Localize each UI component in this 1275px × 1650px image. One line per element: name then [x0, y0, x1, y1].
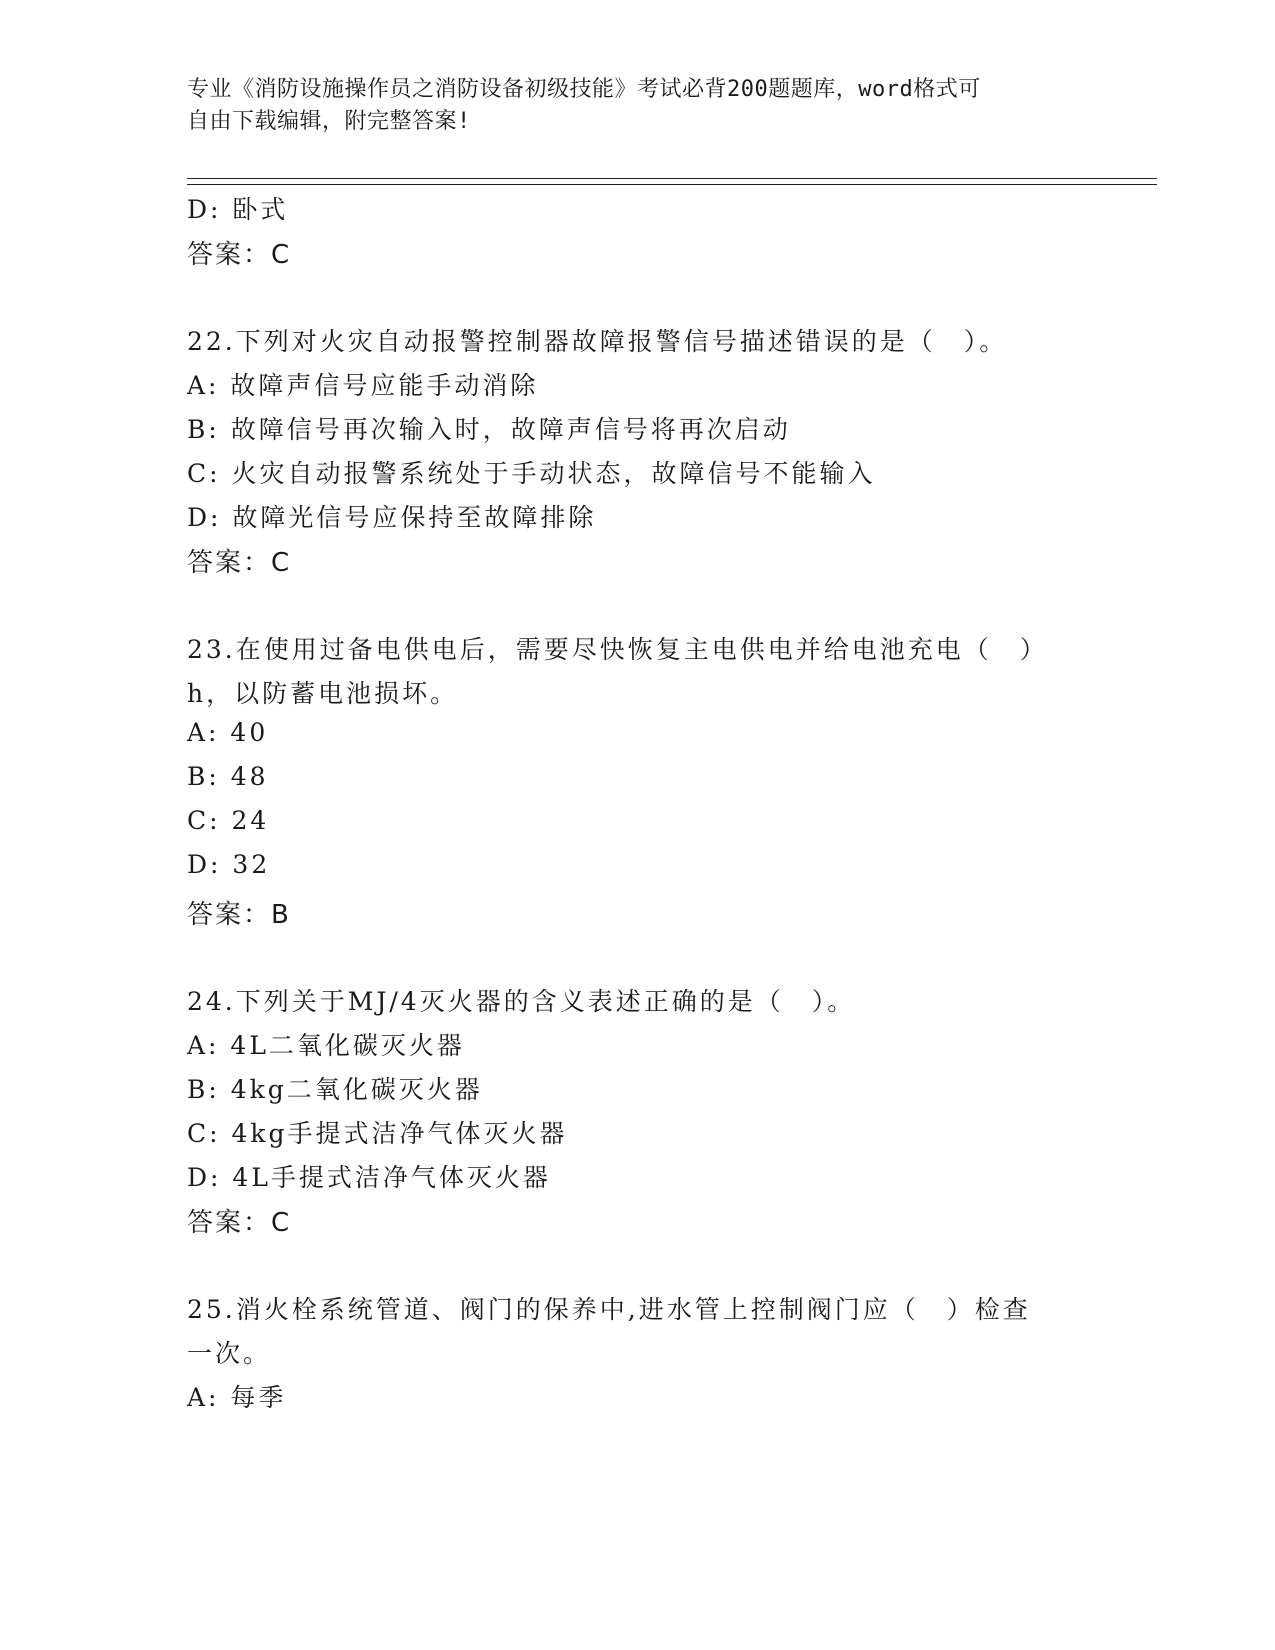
option-line: A: 每季 [187, 1383, 287, 1412]
question-stem: 25.消火栓系统管道、阀门的保养中,进水管上控制阀门应（ ）检查 [187, 1295, 1031, 1324]
answer-line: 答案：B [187, 900, 291, 930]
option-line: B: 48 [187, 762, 269, 791]
header-divider-top [187, 178, 1157, 179]
answer-line: 答案：C [187, 240, 292, 270]
option-line: C: 火灾自动报警系统处于手动状态，故障信号不能输入 [187, 459, 876, 488]
option-line: C: 24 [187, 806, 270, 835]
option-line: A: 40 [187, 718, 269, 747]
answer-line: 答案：C [187, 1208, 292, 1238]
question-stem-continued: h，以防蓄电池损坏。 [187, 679, 459, 708]
option-line: D: 4L手提式洁净气体灭火器 [187, 1163, 551, 1192]
header-line-1: 专业《消防设施操作员之消防设备初级技能》考试必背200题题库，word格式可 [187, 77, 981, 102]
option-line: A: 4L二氧化碳灭火器 [187, 1031, 465, 1060]
option-line: B: 4kg二氧化碳灭火器 [187, 1075, 483, 1104]
option-line: D: 故障光信号应保持至故障排除 [187, 503, 597, 532]
page-header [187, 74, 1067, 138]
question-stem: 23.在使用过备电供电后，需要尽快恢复主电供电并给电池充电（ ） [187, 635, 1048, 664]
option-line: A: 故障声信号应能手动消除 [187, 371, 539, 400]
question-stem: 22.下列对火灾自动报警控制器故障报警信号描述错误的是（ ）。 [187, 327, 1008, 356]
question-stem-continued: 一次。 [187, 1339, 272, 1368]
option-line: C: 4kg手提式洁净气体灭火器 [187, 1119, 568, 1148]
header-divider-bottom [187, 184, 1157, 185]
option-line: B: 故障信号再次输入时，故障声信号将再次启动 [187, 415, 791, 444]
option-line: D: 卧式 [187, 195, 289, 224]
answer-line: 答案：C [187, 548, 292, 578]
header-line-2: 自由下载编辑，附完整答案! [187, 109, 471, 134]
question-stem: 24.下列关于MJ/4灭火器的含义表述正确的是（ ）。 [187, 987, 856, 1016]
option-line: D: 32 [187, 850, 271, 879]
